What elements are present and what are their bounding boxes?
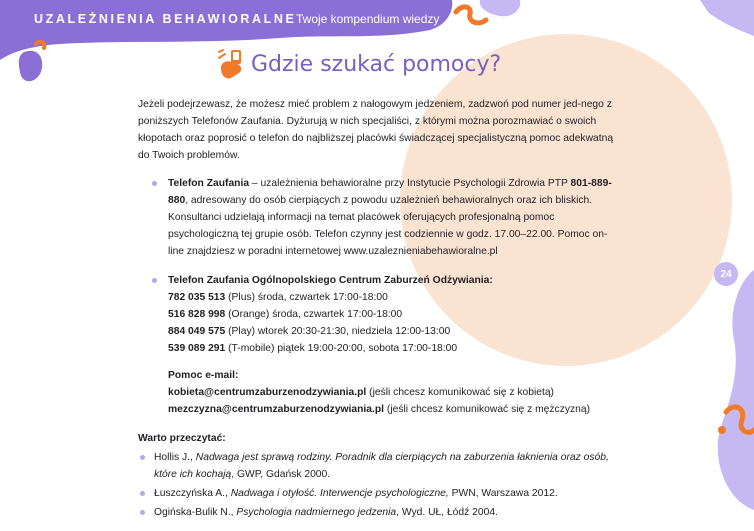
page-header: [0, 0, 450, 40]
bullet-dot: [140, 510, 145, 515]
reading-item: [138, 485, 620, 502]
email-address: mezczyzna@centrumzaburzenodzywiania.pl: [168, 404, 385, 415]
phone-line: [168, 323, 620, 340]
hotline-name: Telefon Zaufania Ogólnopolskiego Centrum Zaburzeń Odżywiania:: [168, 275, 493, 286]
phone-line: [168, 289, 620, 306]
phone-details: (Play) wtorek 20:30-21:30, niedziela 12:00-13:00: [225, 326, 451, 337]
header-lavender-blob: [480, 0, 521, 16]
reading-author: Ogińska-Bulik N.,: [154, 507, 237, 518]
hotline-item-eating-disorders: [138, 272, 620, 418]
hotline-desc-part1: – uzależnienia behawioralne przy Instytucie Psychologii Zdrowia PTP: [249, 178, 571, 189]
phone-details: (Orange) środa, czwartek 17:00-18:00: [225, 309, 403, 320]
email-line: [168, 384, 620, 401]
phone-details: (Plus) środa, czwartek 17:00-18:00: [225, 292, 388, 303]
page-number-badge: 24: [714, 262, 738, 286]
hotline-list: [138, 175, 620, 418]
email-line: [168, 401, 620, 418]
phone-number: 782 035 513: [168, 292, 226, 303]
reading-publisher: , GWP, Gdańsk 2000.: [231, 469, 331, 480]
reading-publisher: , Wyd. UŁ, Łódź 2004.: [396, 507, 498, 518]
hotline-name: Telefon Zaufania: [168, 178, 250, 189]
left-blob: [19, 51, 42, 82]
reading-author: Hollis J.,: [154, 452, 196, 463]
section-title: [217, 48, 501, 80]
phone-number: 884 049 575: [168, 326, 226, 337]
orange-squiggle-top: [456, 7, 486, 23]
phone-details: (T-mobile) piątek 19:00-20:00, sobota 17:00-18:00: [225, 343, 458, 354]
hand-phone-icon: [217, 48, 247, 80]
reading-author: Łuszczyńska A.,: [154, 488, 231, 499]
brand-title: UZALEŻNIENIA BEHAWIORALNE: [34, 12, 297, 26]
right-blob: [718, 270, 754, 510]
email-details: (jeśli chcesz komunikować się z kobietą): [366, 387, 554, 398]
phone-number: 516 828 998: [168, 309, 226, 320]
reading-item: [138, 449, 620, 483]
orange-dot-right: [718, 426, 726, 434]
reading-heading: Warto przeczytać:: [138, 433, 226, 444]
page-title: Gdzie szukać pomocy?: [251, 51, 502, 77]
reading-publisher: PWN, Warszawa 2012.: [448, 488, 558, 499]
email-heading: Pomoc e-mail:: [168, 370, 239, 381]
phone-number: 539 089 291: [168, 343, 226, 354]
reading-title: Nadwaga i otyłość. Interwencje psychologiczne,: [230, 488, 449, 499]
bullet-dot: [140, 491, 145, 496]
bullet-dot: [152, 181, 157, 186]
hotline-desc-part2: , adresowany do osób cierpiących z powodu uzależnień behawioralnych oraz ich bliskich. Konsultanci udzielają informacji na temat placówek oferujących profesjonalną pomoc psychologiczną tej grupie osób. Telefon czynny jest codziennie w godz. 17.00–22.00. Pomoc on-line znajdziesz w poradni internetowej www.uzaleznieniabehawioralne.pl: [168, 195, 608, 257]
hotline-number: 801-889-880: [168, 178, 612, 206]
email-address: kobieta@centrumzaburzenodzywiania.pl: [168, 387, 367, 398]
brand-tagline: Twoje kompendium wiedzy: [296, 12, 440, 26]
reading-title: Nadwaga jest sprawą rodziny. Poradnik dla cierpiących na zaburzenia łaknienia oraz osób, które ich kochają: [154, 452, 609, 480]
phone-line: [168, 306, 620, 323]
intro-paragraph: Jeżeli podejrzewasz, że możesz mieć problem z nałogowym jedzeniem, zadzwoń pod numer jed-nego z poniższych Telefonów Zaufania. Dyżurują w nich specjaliści, z którymi można porozmawiać o swoich kłopotach oraz poprosić o telefon do najbliższej placówki świadczącej specjalistyczną pomoc adekwatną do Twoich problemów.: [138, 99, 614, 161]
phone-line: [168, 340, 620, 357]
main-content: [138, 96, 620, 523]
bullet-dot: [140, 455, 145, 460]
reading-title: Psychologia nadmiernego jedzenia: [236, 507, 397, 518]
reading-item: [138, 504, 620, 521]
bullet-dot: [152, 278, 157, 283]
email-details: (jeśli chcesz komunikować się z mężczyzną): [384, 404, 591, 415]
hotline-item-behavioral: [138, 175, 620, 260]
reading-list: [138, 449, 620, 521]
corner-blob-top-right: [700, 0, 754, 36]
